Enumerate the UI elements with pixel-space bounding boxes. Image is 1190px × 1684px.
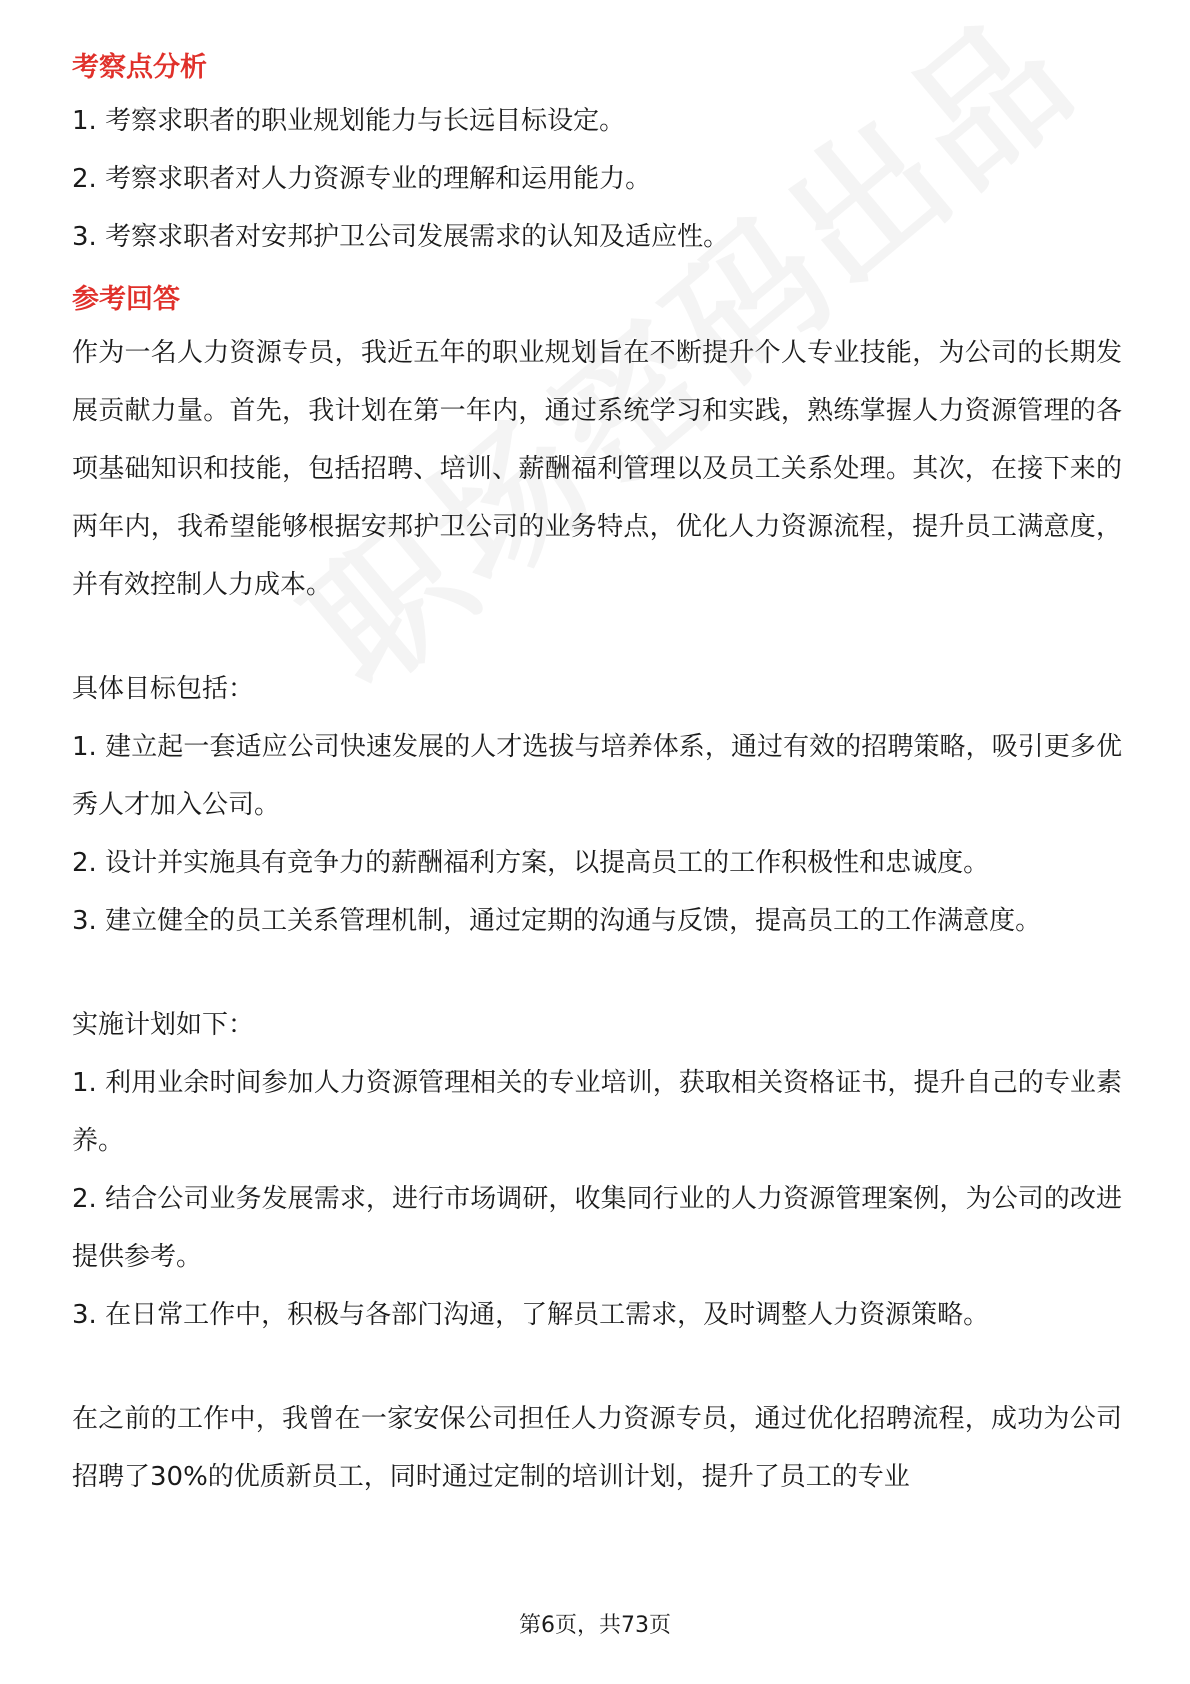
- page-number: 第6页，共73页: [519, 1613, 671, 1638]
- plan-item-2: 2. 结合公司业务发展需求，进行市场调研，收集同行业的人力资源管理案例，为公司的改进提供参考。: [72, 1184, 1122, 1272]
- analysis-item-3: 3. 考察求职者对安邦护卫公司发展需求的认知及适应性。: [72, 222, 730, 252]
- goals-title: 具体目标包括：: [72, 674, 255, 704]
- section-title-analysis: 考察点分析: [72, 52, 207, 83]
- page-content: [72, 44, 1122, 1506]
- plan-item-1: 1. 利用业余时间参加人力资源管理相关的专业培训，获取相关资格证书，提升自己的专业素养。: [72, 1068, 1122, 1156]
- section-title-answer: 参考回答: [72, 284, 180, 315]
- closing-paragraph: 在之前的工作中，我曾在一家安保公司担任人力资源专员，通过优化招聘流程，成功为公司招聘了30%的优质新员工，同时通过定制的培训计划，提升了员工的专业: [72, 1404, 1122, 1492]
- analysis-item-2: 2. 考察求职者对人力资源专业的理解和运用能力。: [72, 164, 652, 194]
- plan-title: 实施计划如下：: [72, 1010, 255, 1040]
- goal-item-1: 1. 建立起一套适应公司快速发展的人才选拔与培养体系，通过有效的招聘策略，吸引更多优秀人才加入公司。: [72, 732, 1122, 820]
- answer-intro-paragraph: 作为一名人力资源专员，我近五年的职业规划旨在不断提升个人专业技能，为公司的长期发展贡献力量。首先，我计划在第一年内，通过系统学习和实践，熟练掌握人力资源管理的各项基础知识和技能，包括招聘、培训、薪酬福利管理以及员工关系处理。其次，在接下来的两年内，我希望能够根据安邦护卫公司的业务特点，优化人力资源流程，提升员工满意度，并有效控制人力成本。: [72, 338, 1122, 600]
- analysis-item-1: 1. 考察求职者的职业规划能力与长远目标设定。: [72, 106, 626, 136]
- goal-item-2: 2. 设计并实施具有竞争力的薪酬福利方案，以提高员工的工作积极性和忠诚度。: [72, 848, 990, 878]
- goal-item-3: 3. 建立健全的员工关系管理机制，通过定期的沟通与反馈，提高员工的工作满意度。: [72, 906, 1042, 936]
- plan-item-3: 3. 在日常工作中，积极与各部门沟通，了解员工需求，及时调整人力资源策略。: [72, 1300, 990, 1330]
